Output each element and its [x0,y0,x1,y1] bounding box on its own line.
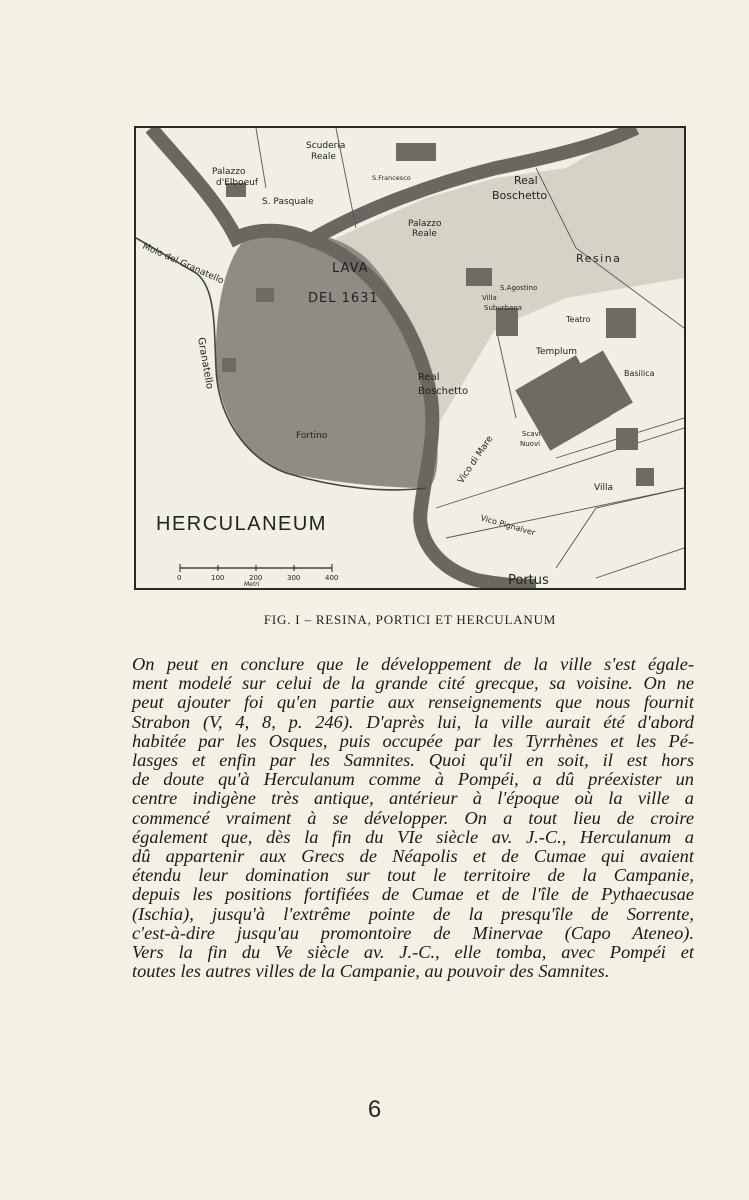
body-paragraph [132,655,694,981]
map-label-nuovi: Nuovi [520,440,541,448]
map-label-suburbana: Suburbana [484,304,523,312]
scale-bar [177,564,338,588]
body-line: toutes les autres villes de la Campanie, au pouvoir des Samnites. [132,961,610,982]
map-title: HERCULANEUM [156,513,327,535]
map-label-templum: Templum [536,347,577,357]
map-label-s-pasquale: S. Pasquale [262,197,314,207]
body-line: habitée par les Osques, puis occupée par les Tyrrhènes et les Pé- [132,730,694,751]
map-label-resina: Resina [576,252,622,265]
body-line: centre indigène très antique, antérieur à l'époque où la ville a [132,788,694,809]
body-line: On peut en conclure que le développement de la ville s'est égale- [132,654,694,674]
body-line: ment modelé sur celui de la grande cité grecque, sa voisine. On ne [132,673,694,694]
scale-tick-400: 400 [325,574,339,582]
map-label-del-1631: DEL 1631 [308,291,379,306]
map-label-villa-suburbana: Villa [482,294,497,302]
body-line: également que, dès la fin du VIe siècle av. J.-C., Herculanum a [132,826,694,847]
page-number: 6 [367,1096,382,1123]
map-label-basilica: Basilica [624,369,655,378]
body-line: (Ischia), jusqu'à l'extrême pointe de la presqu'île de Sorrente, [132,903,694,924]
body-line: lasges et enfin par les Samnites. Quoi qu'il en soit, il est hors [132,750,694,771]
map-label-fortino: Fortino [296,431,328,441]
map-label-scavi: Scavi [522,430,541,438]
body-line: c'est-à-dire jusqu'au promontoire de Minervae (Capo Ateneo). [132,922,694,943]
map-label-lava: LAVA [332,261,369,276]
body-line: étendu leur domination sur tout le territoire de la Campanie, [132,865,694,886]
map-label-granatello: Granatello [195,336,215,390]
body-line: peut ajouter foi qu'en partie aux renseignements que nous fournit [132,692,694,713]
map-label-palazzo-reale: Palazzo [408,219,442,229]
map-drawing [136,128,684,588]
map-label-real-top: Real [514,174,538,187]
scale-tick-200: 200 [249,574,263,582]
body-line: Strabon (V, 4, 8, p. 246). D'après lui, la ville aurait été d'abord [132,711,694,732]
map-label-vico-pignalver: Vico Pignalver [479,513,537,538]
map-label-teatro: Teatro [566,315,591,324]
map-label-boschetto-top: Boschetto [492,189,548,202]
scale-tick-300: 300 [287,574,301,582]
body-line: depuis les positions fortifiées de Cumae et de l'île de Pythaecusae [132,884,694,905]
map-label-palazzo-reale-2: Reale [412,229,437,239]
map-label-vico-di-mare: Vico di Mare [456,434,496,486]
map-label-portus: Portus [508,573,549,588]
map-label-s-francesco: S.Francesco [372,174,411,182]
scale-unit: Metri [244,581,260,588]
map-label-palazzo: Palazzo [212,167,246,177]
map-label-molo-del-granatello: Molo del Granatello [140,241,225,287]
scale-tick-100: 100 [211,574,225,582]
figure-caption: FIG. I – RESINA, PORTICI ET HERCULANUM [263,612,557,627]
map-label-villa: Villa [594,483,613,493]
map-label-boschetto-mid: Boschetto [418,386,469,397]
map-label-elboeuf: d'Elboeuf [216,178,259,188]
body-line: commencé vraiment à se développer. On a tout lieu de croire [132,807,694,828]
map-label-s-agostino: S.Agostino [500,284,538,292]
map-label-scuderia: Scuderia [306,141,346,151]
body-line: dû appartenir aux Grecs de Néapolis et de Cumae qui avaient [132,846,694,867]
map-label-scuderia-reale: Reale [311,152,336,162]
herculaneum-map [134,126,686,590]
body-line: de doute qu'à Herculanum comme à Pompéi, a dû préexister un [132,769,694,790]
map-label-real-mid: Real [418,372,440,383]
body-line: Vers la fin du Ve siècle av. J.-C., elle tomba, avec Pompéi et [132,942,694,963]
scale-tick-0: 0 [177,574,182,582]
